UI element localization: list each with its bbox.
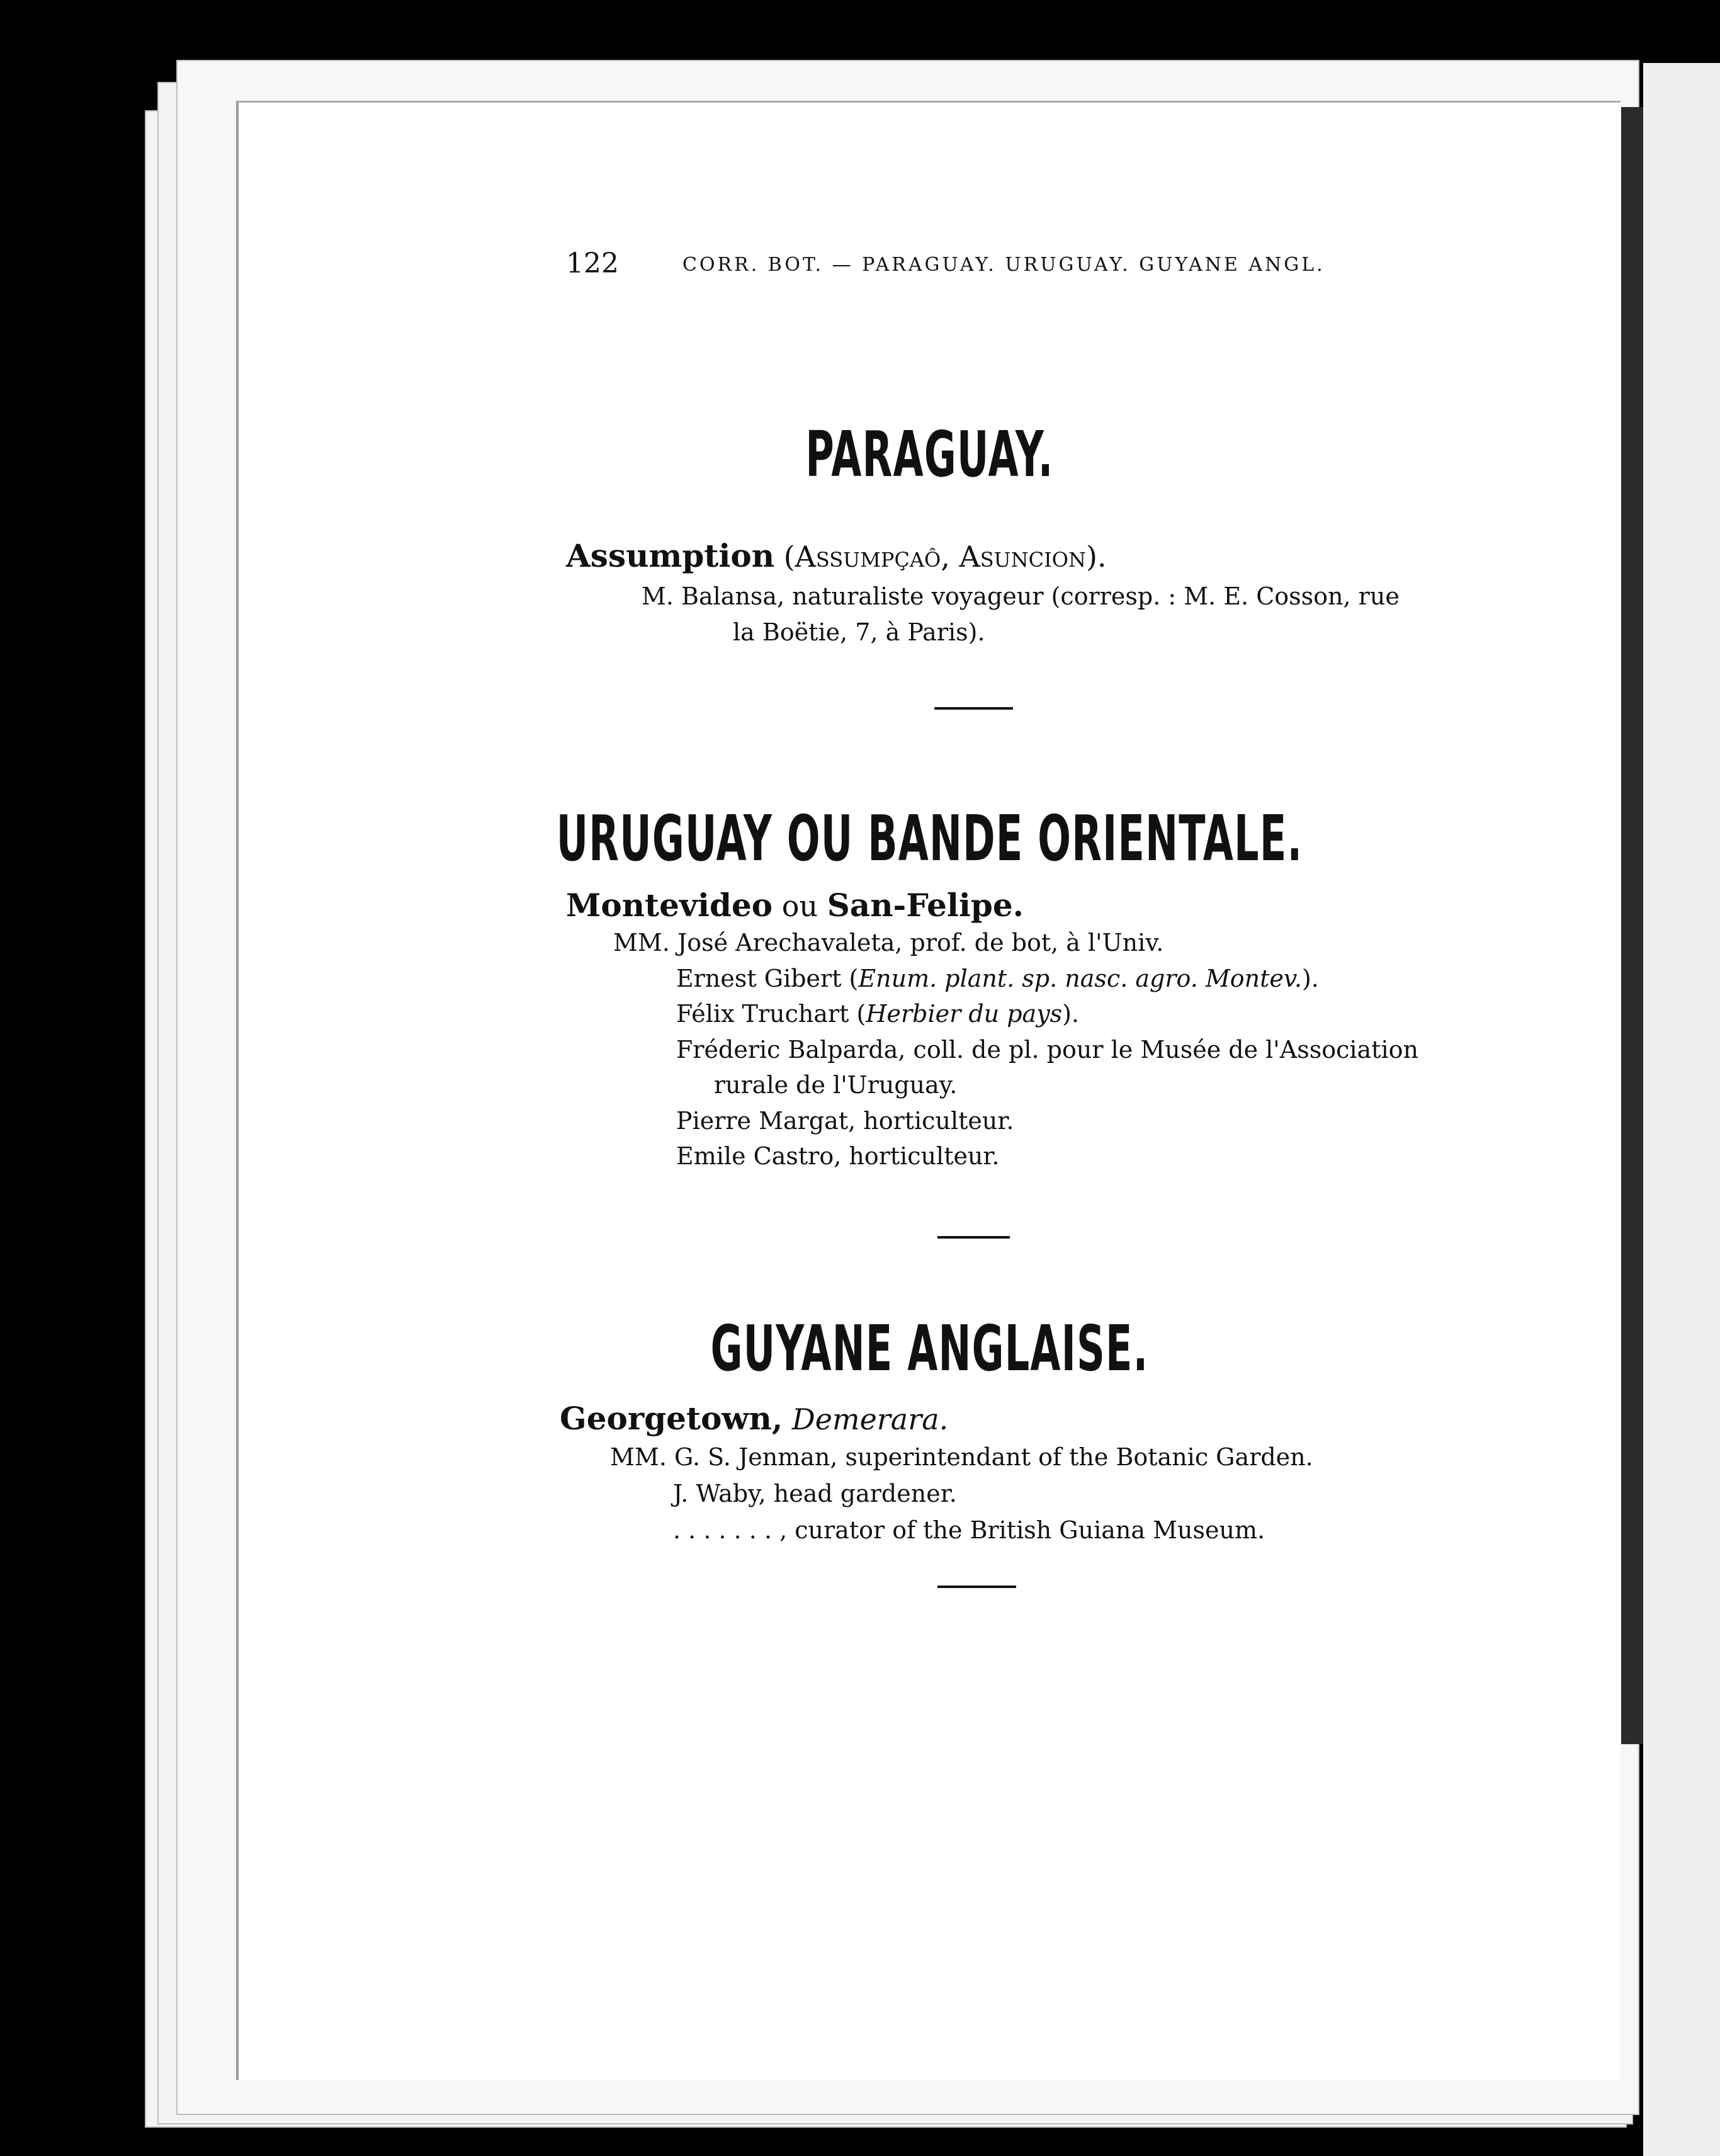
- entry-truchart: [676, 1002, 1079, 1026]
- entry-balparda-line2: rurale de l'Uruguay.: [714, 1071, 958, 1099]
- entry-balparda-line1: Fréderic Balparda, coll. de pl. pour le Musée de l'Association: [676, 1036, 1418, 1064]
- section-divider: [937, 1586, 1016, 1588]
- running-head: CORR. BOT. — PARAGUAY. URUGUAY. GUYANE ANGL.: [682, 254, 1325, 276]
- city-name: Georgetown,: [560, 1400, 783, 1437]
- entry-work-title: Enum. plant. sp. nasc. agro. Montev.: [858, 965, 1302, 992]
- city-heading-assumption: [566, 537, 1107, 574]
- city-heading-montevideo: [566, 887, 1024, 924]
- city-alt-name: San-Felipe.: [827, 887, 1024, 924]
- entry-work-title: Herbier du pays: [866, 1000, 1063, 1028]
- entry-end: ).: [1062, 1000, 1080, 1028]
- entry-balansa-line1: M. Balansa, naturaliste voyageur (corresp. : M. E. Cosson, rue: [642, 582, 1400, 610]
- city-heading-georgetown: [560, 1400, 948, 1437]
- entry-name: Félix Truchart (: [676, 1000, 866, 1028]
- entry-curator: . . . . . . . , curator of the British Guiana Museum.: [673, 1516, 1265, 1544]
- city-joiner: ou: [781, 889, 818, 923]
- city-name: Montevideo: [566, 887, 773, 924]
- section-title-guyane: GUYANE ANGLAISE.: [710, 1312, 1149, 1385]
- entry-jenman: [610, 1445, 1313, 1469]
- section-divider: [934, 707, 1013, 710]
- honorific-prefix: MM.: [613, 929, 670, 956]
- section-title-uruguay: URUGUAY OU BANDE ORIENTALE.: [556, 802, 1303, 875]
- section-divider: [937, 1236, 1010, 1239]
- entry-castro: Emile Castro, horticulteur.: [676, 1142, 1000, 1170]
- next-page-edge: [1643, 63, 1720, 2156]
- city-name: Assumption: [566, 537, 775, 574]
- entry-text: José Arechavaleta, prof. de bot, à l'Univ.: [677, 929, 1164, 956]
- entry-arechavaleta: [613, 931, 1163, 955]
- section-title-paraguay: PARAGUAY.: [805, 417, 1054, 491]
- binding-shadow: [1621, 107, 1643, 1744]
- entry-gibert: [676, 967, 1319, 990]
- city-alt-names: (Assumpçaô, Asuncion).: [783, 540, 1107, 574]
- entry-end: ).: [1301, 965, 1319, 992]
- entry-name: Ernest Gibert (: [676, 965, 859, 992]
- entry-margat: Pierre Margat, horticulteur.: [676, 1107, 1014, 1135]
- book-page: [236, 101, 1621, 2080]
- entry-text: G. S. Jenman, superintendant of the Botanic Garden.: [674, 1443, 1313, 1471]
- honorific-prefix: MM.: [610, 1443, 667, 1471]
- city-alt-name: Demerara.: [791, 1402, 949, 1436]
- page-number: 122: [566, 247, 619, 280]
- entry-waby: J. Waby, head gardener.: [673, 1480, 957, 1507]
- entry-balansa-line2: la Boëtie, 7, à Paris).: [733, 618, 985, 646]
